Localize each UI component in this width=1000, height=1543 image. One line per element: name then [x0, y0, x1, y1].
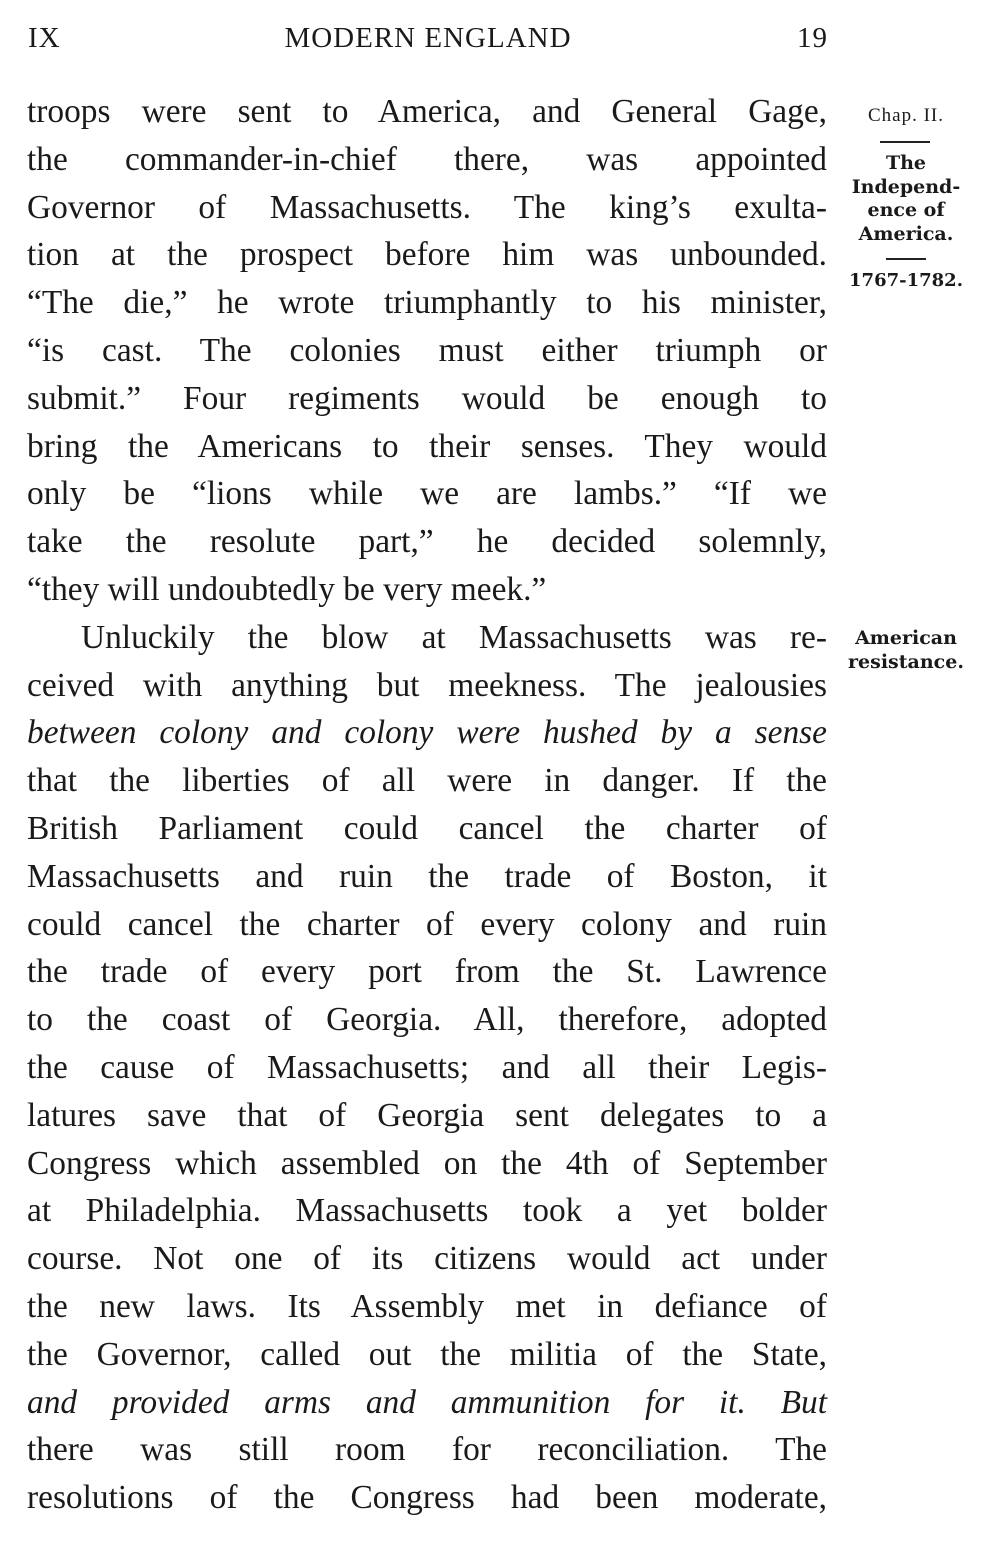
margin-subject-line: ence of — [867, 199, 945, 221]
text-line: resolutions of the Congress had been moderate, — [27, 1479, 827, 1517]
text-line: there was still room for reconciliation. The — [27, 1431, 827, 1469]
text-line: the commander-in-chief there, was appointed — [27, 140, 827, 178]
text-line: “The die,” he wrote triumphantly to his minister, — [27, 284, 827, 322]
text-line: take the resolute part,” he decided solemnly, — [27, 523, 827, 561]
running-header — [28, 22, 828, 62]
book-title: MODERN ENGLAND — [284, 22, 572, 54]
text-line: “they will undoubtedly be very meek.” — [27, 570, 547, 608]
margin-dates: 1767-1782. — [849, 270, 963, 291]
text-line: ceived with anything but meekness. The jealousies — [27, 666, 827, 704]
body-text — [27, 88, 827, 1522]
text-line: the new laws. Its Assembly met in defiance of — [27, 1287, 827, 1325]
text-line: only be “lions while we are lambs.” “If we — [27, 475, 827, 513]
text-line: Unluckily the blow at Massachusetts was re- — [81, 618, 827, 656]
margin-subject-line: The — [885, 152, 927, 174]
chapter-numeral: IX — [28, 22, 61, 54]
text-line: Massachusetts and ruin the trade of Boston, it — [27, 857, 827, 895]
text-line: course. Not one of its citizens would act under — [27, 1240, 827, 1278]
margin-subject-line: Independ- — [851, 175, 961, 198]
margin-chapter-label: Chap. II. — [867, 105, 944, 126]
paragraph-1 — [27, 88, 827, 614]
margin-resistance-line: resistance. — [848, 651, 964, 673]
page-number: 19 — [797, 22, 828, 54]
text-line: at Philadelphia. Massachusetts took a yet bolder — [27, 1192, 827, 1230]
text-line: Governor of Massachusetts. The king’s exulta- — [27, 188, 827, 226]
margin-american-resistance — [842, 626, 970, 674]
margin-rule — [886, 258, 926, 260]
margin-subject — [842, 152, 970, 246]
text-line: the cause of Massachusetts; and all their Legis- — [27, 1048, 827, 1086]
text-line: to the coast of Georgia. All, therefore, adopted — [27, 1001, 827, 1039]
text-line: “is cast. The colonies must either triumph or — [27, 331, 827, 369]
margin-resistance-line: American — [855, 627, 957, 649]
text-line: tion at the prospect before him was unbounded. — [27, 236, 827, 274]
text-line: latures save that of Georgia sent delegates to a — [27, 1096, 827, 1134]
text-line: and provided arms and ammunition for it. But — [27, 1383, 827, 1421]
text-line: the Governor, called out the militia of the State, — [27, 1335, 827, 1373]
text-line: British Parliament could cancel the charter of — [27, 809, 827, 847]
text-line: that the liberties of all were in danger. If the — [27, 762, 827, 800]
text-line: troops were sent to America, and General Gage, — [27, 93, 827, 130]
text-line: Congress which assembled on the 4th of September — [27, 1144, 827, 1182]
margin-subject-line: America. — [858, 222, 954, 245]
text-line: could cancel the charter of every colony and ruin — [27, 905, 827, 943]
text-line: submit.” Four regiments would be enough to — [27, 379, 827, 417]
text-line: the trade of every port from the St. Lawrence — [27, 953, 827, 991]
margin-rule — [880, 141, 930, 143]
text-line: bring the Americans to their senses. They would — [27, 427, 827, 465]
text-line: between colony and colony were hushed by a sense — [27, 714, 827, 752]
paragraph-2 — [27, 614, 827, 1522]
